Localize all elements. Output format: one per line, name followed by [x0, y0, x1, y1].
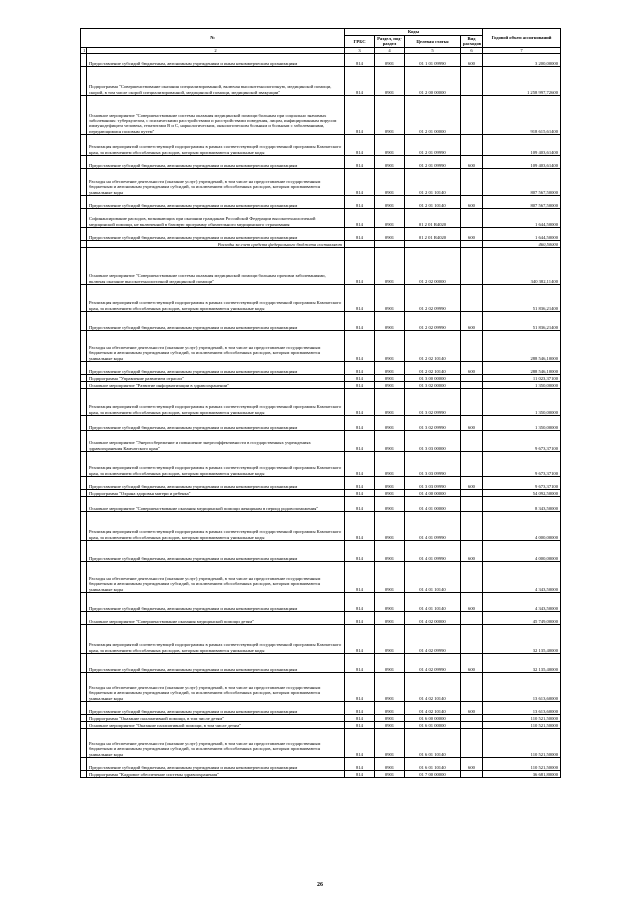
row-sum-cell: 32 135,40000	[483, 625, 561, 654]
row-cs-cell: 01 3 02 09990	[405, 389, 461, 416]
row-grbs-cell: 814	[345, 729, 375, 758]
row-name-cell: Основное мероприятие "Развитие информатизации в здравоохранении"	[87, 382, 345, 389]
row-vr-cell	[461, 715, 483, 722]
row-vr-cell	[461, 285, 483, 312]
row-name-cell: Предоставление субсидий бюджетным, автономным учреждениям и иным некоммерческим организациям	[87, 593, 345, 612]
row-vr-cell: 600	[461, 196, 483, 209]
row-cs-cell	[405, 241, 461, 248]
row-vr-cell	[461, 562, 483, 593]
row-sum-cell: 13 613,60000	[483, 702, 561, 715]
row-name-cell: Предоставление субсидий бюджетным, автономным учреждениям и иным некоммерческим организациям	[87, 196, 345, 209]
table-row	[81, 612, 561, 625]
row-razdel-cell: 0901	[375, 722, 405, 729]
index-cell: 2	[87, 47, 345, 53]
row-sum-cell: 51 836,21400	[483, 285, 561, 312]
row-name-cell: Предоставление субсидий бюджетным, автономным учреждениям и иным некоммерческим организациям	[87, 477, 345, 490]
row-razdel-cell: 0901	[375, 702, 405, 715]
table-row	[81, 285, 561, 312]
table-row	[81, 722, 561, 729]
row-grbs-cell: 814	[345, 593, 375, 612]
index-cell: 6	[461, 47, 483, 53]
row-name-cell: Предоставление субсидий бюджетным, автономным учреждениям и иным некоммерческим организациям	[87, 362, 345, 375]
row-vr-cell	[461, 248, 483, 285]
row-vr-cell	[461, 67, 483, 96]
row-cs-cell: 01 4 02 10140	[405, 702, 461, 715]
row-vr-cell	[461, 96, 483, 135]
header-codes: Коды	[345, 29, 483, 36]
row-grbs-cell: 814	[345, 758, 375, 771]
row-grbs-cell: 814	[345, 541, 375, 562]
row-vr-cell	[461, 729, 483, 758]
row-grbs-cell: 814	[345, 490, 375, 497]
row-cs-cell: 01 4 02 09990	[405, 625, 461, 654]
row-name-cell: Реализация мероприятий соответствующей подпрограммы в рамках соответствующей государственной программы Камчатского края, за исключением обособленных расходов, которым присваиваются уникальные коды	[87, 452, 345, 477]
row-name-cell: Предоставление субсидий бюджетным, автономным учреждениям и иным некоммерческим организациям	[87, 156, 345, 169]
row-name-cell: Расходы на обеспечение деятельности (оказание услуг) учреждений, в том числе на предоставление государственным бюджетным и автономным учреждениям субсидий, за исключением обособленных расходов, которым присваиваются уникальные коды	[87, 673, 345, 702]
row-razdel-cell: 0901	[375, 331, 405, 362]
table-row	[81, 673, 561, 702]
row-sum-cell: 8 343,50000	[483, 497, 561, 512]
row-sum-cell: 9 673,37100	[483, 431, 561, 452]
row-cs-cell: 01 2 02 10140	[405, 362, 461, 375]
table-row	[81, 477, 561, 490]
row-name-cell: Подпрограмма "Управление развитием отрасли"	[87, 375, 345, 382]
row-razdel-cell: 0901	[375, 512, 405, 541]
table-row	[81, 497, 561, 512]
index-cell: 4	[375, 47, 405, 53]
row-cs-cell: 01 2 01 R4020	[405, 209, 461, 228]
row-vr-cell	[461, 382, 483, 389]
row-sum-cell: 109 403,61400	[483, 135, 561, 156]
row-grbs-cell: 814	[345, 156, 375, 169]
table-row	[81, 362, 561, 375]
row-razdel-cell: 0901	[375, 431, 405, 452]
row-razdel-cell: 0901	[375, 593, 405, 612]
row-razdel-cell: 0901	[375, 382, 405, 389]
row-razdel-cell: 0901	[375, 285, 405, 312]
row-sum-cell: 3 200,00000	[483, 54, 561, 67]
row-cs-cell: 01 1 01 09990	[405, 54, 461, 67]
row-grbs-cell: 814	[345, 715, 375, 722]
row-grbs-cell: 814	[345, 196, 375, 209]
table-header	[81, 29, 561, 54]
row-vr-cell	[461, 241, 483, 248]
row-grbs-cell: 814	[345, 54, 375, 67]
row-name-cell: Реализация мероприятий соответствующей подпрограммы в рамках соответствующей государственной программы Камчатского края, за исключением обособленных расходов, которым присваиваются уникальные коды	[87, 625, 345, 654]
row-cs-cell: 01 3 03 09990	[405, 452, 461, 477]
row-razdel-cell: 0901	[375, 416, 405, 431]
row-cs-cell: 01 2 01 09990	[405, 156, 461, 169]
row-vr-cell: 600	[461, 228, 483, 241]
row-grbs-cell: 814	[345, 673, 375, 702]
row-grbs-cell: 814	[345, 431, 375, 452]
index-cell: 7	[483, 47, 561, 53]
row-sum-cell: 13 613,60000	[483, 673, 561, 702]
row-name-cell: Расходы за счет средств федерального бюджета составляют	[87, 241, 345, 248]
table-row	[81, 416, 561, 431]
table-row	[81, 625, 561, 654]
row-razdel-cell: 0901	[375, 389, 405, 416]
row-sum-cell: 1 350,00000	[483, 416, 561, 431]
row-vr-cell: 600	[461, 362, 483, 375]
row-vr-cell	[461, 331, 483, 362]
row-cs-cell: 01 2 02 09990	[405, 285, 461, 312]
row-name-cell: Основное мероприятие "Совершенствование оказания медицинской помощи женщинам в период родовспоможения"	[87, 497, 345, 512]
row-name-cell: Расходы на обеспечение деятельности (оказание услуг) учреждений, в том числе на предоставление государственным бюджетным и автономным учреждениям субсидий, за исключением обособленных расходов, которым присваиваются уникальные коды	[87, 169, 345, 196]
row-sum-cell: 11 023,37100	[483, 375, 561, 382]
table-row	[81, 562, 561, 593]
row-cs-cell: 01 4 02 00000	[405, 612, 461, 625]
row-cs-cell: 01 6 01 10140	[405, 729, 461, 758]
row-sum-cell: 110 521,50000	[483, 758, 561, 771]
row-vr-cell	[461, 490, 483, 497]
row-name-cell: Предоставление субсидий бюджетным, автономным учреждениям и иным некоммерческим организациям	[87, 654, 345, 673]
row-sum-cell: 32 135,40000	[483, 654, 561, 673]
row-vr-cell: 600	[461, 758, 483, 771]
row-razdel-cell: 0901	[375, 375, 405, 382]
row-razdel-cell: 0901	[375, 625, 405, 654]
table-row	[81, 228, 561, 241]
row-cs-cell: 01 2 00 00000	[405, 67, 461, 96]
table-row	[81, 156, 561, 169]
row-cs-cell: 01 4 02 10140	[405, 673, 461, 702]
table-row	[81, 729, 561, 758]
row-name-cell: Подпрограмма "Охрана здоровья матери и ребенка"	[87, 490, 345, 497]
table-row	[81, 512, 561, 541]
table-row	[81, 758, 561, 771]
row-name-cell: Предоставление субсидий бюджетным, автономным учреждениям и иным некоммерческим организациям	[87, 702, 345, 715]
row-sum-cell: 54 092,50000	[483, 490, 561, 497]
row-name-cell: Предоставление субсидий бюджетным, автономным учреждениям и иным некоммерческим организациям	[87, 228, 345, 241]
row-cs-cell: 01 6 00 00000	[405, 715, 461, 722]
table-row	[81, 593, 561, 612]
table-row	[81, 209, 561, 228]
row-vr-cell	[461, 612, 483, 625]
row-razdel-cell: 0901	[375, 541, 405, 562]
table-row	[81, 654, 561, 673]
row-cs-cell: 01 4 01 10140	[405, 562, 461, 593]
row-cs-cell: 01 4 01 09990	[405, 541, 461, 562]
row-sum-cell: 4 000,00000	[483, 541, 561, 562]
row-razdel-cell: 0901	[375, 228, 405, 241]
row-sum-cell: 460,50000	[483, 241, 561, 248]
row-vr-cell	[461, 673, 483, 702]
table-row	[81, 196, 561, 209]
row-grbs-cell: 814	[345, 452, 375, 477]
row-cs-cell: 01 2 02 10140	[405, 331, 461, 362]
row-grbs-cell: 814	[345, 362, 375, 375]
table-row	[81, 169, 561, 196]
table-row	[81, 490, 561, 497]
row-razdel-cell: 0901	[375, 96, 405, 135]
table-row	[81, 331, 561, 362]
row-sum-cell: 340 382,11400	[483, 248, 561, 285]
table-row	[81, 541, 561, 562]
row-vr-cell	[461, 771, 483, 778]
row-razdel-cell: 0901	[375, 497, 405, 512]
row-name-cell: Основное мероприятие "Совершенствование системы оказания медицинской помощи больным прочими заболеваниями, включая оказание высокотехнологичной медицинской помощи"	[87, 248, 345, 285]
index-cell: 1	[81, 47, 87, 53]
row-grbs-cell: 814	[345, 702, 375, 715]
row-vr-cell: 600	[461, 593, 483, 612]
row-cs-cell: 01 3 03 00000	[405, 431, 461, 452]
row-vr-cell	[461, 722, 483, 729]
row-sum-cell: 1 350,00000	[483, 389, 561, 416]
row-vr-cell	[461, 169, 483, 196]
row-name-cell: Подпрограмма "Оказание паллиативной помощи, в том числе детям"	[87, 715, 345, 722]
row-name-cell: Основное мероприятие "Энергосбережение и повышение энергоэффективности в государственных учреждениях здравоохранения Камчатского края"	[87, 431, 345, 452]
row-cs-cell: 01 2 01 R4020	[405, 228, 461, 241]
row-grbs-cell: 814	[345, 285, 375, 312]
row-sum-cell: 288 546,10000	[483, 331, 561, 362]
row-sum-cell: 110 521,50000	[483, 722, 561, 729]
row-name-cell: Реализация мероприятий соответствующей подпрограммы в рамках соответствующей государственной программы Камчатского края, за исключением обособленных расходов, которым присваиваются уникальные коды	[87, 135, 345, 156]
row-sum-cell: 807 567,50000	[483, 169, 561, 196]
row-grbs-cell: 814	[345, 248, 375, 285]
row-grbs-cell: 814	[345, 169, 375, 196]
row-cs-cell: 01 2 01 00000	[405, 96, 461, 135]
row-vr-cell: 600	[461, 702, 483, 715]
row-name-cell: Расходы на обеспечение деятельности (оказание услуг) учреждений, в том числе на предоставление государственным бюджетным и автономным учреждениям субсидий, за исключением обособленных расходов, которым присваиваются уникальные коды	[87, 331, 345, 362]
row-razdel-cell: 0901	[375, 54, 405, 67]
row-grbs-cell: 814	[345, 654, 375, 673]
row-razdel-cell: 0901	[375, 673, 405, 702]
row-grbs-cell: 814	[345, 135, 375, 156]
row-name-cell: Предоставление субсидий бюджетным, автономным учреждениям и иным некоммерческим организациям	[87, 312, 345, 331]
row-sum-cell: 45 749,00000	[483, 612, 561, 625]
row-vr-cell: 600	[461, 312, 483, 331]
row-razdel-cell: 0901	[375, 169, 405, 196]
row-vr-cell	[461, 512, 483, 541]
row-name-cell: Реализация мероприятий соответствующей подпрограммы в рамках соответствующей государственной программы Камчатского края, за исключением обособленных расходов, которым присваиваются уникальные коды	[87, 389, 345, 416]
row-sum-cell: 4 343,50000	[483, 562, 561, 593]
table-row	[81, 382, 561, 389]
row-grbs-cell: 814	[345, 67, 375, 96]
row-vr-cell: 600	[461, 156, 483, 169]
row-grbs-cell: 814	[345, 416, 375, 431]
row-sum-cell: 918 615,61400	[483, 96, 561, 135]
row-name-cell: Предоставление субсидий бюджетным, автономным учреждениям и иным некоммерческим организациям	[87, 54, 345, 67]
row-name-cell: Предоставление субсидий бюджетным, автономным учреждениям и иным некоммерческим организациям	[87, 758, 345, 771]
row-sum-cell: 9 673,37100	[483, 477, 561, 490]
row-grbs-cell: 814	[345, 771, 375, 778]
row-grbs-cell: 814	[345, 228, 375, 241]
row-razdel-cell: 0901	[375, 209, 405, 228]
row-grbs-cell: 814	[345, 625, 375, 654]
row-cs-cell: 01 2 02 00000	[405, 248, 461, 285]
row-vr-cell: 600	[461, 477, 483, 490]
header-cs: Целевая статья	[405, 36, 461, 48]
row-grbs-cell: 814	[345, 497, 375, 512]
row-cs-cell: 01 4 01 00000	[405, 497, 461, 512]
row-vr-cell	[461, 389, 483, 416]
row-grbs-cell: 814	[345, 722, 375, 729]
row-sum-cell: 36 681,80000	[483, 771, 561, 778]
row-sum-cell: 110 521,50000	[483, 729, 561, 758]
row-name-cell: Подпрограмма "Совершенствование оказания специализированной, включая высокотехнологичную, медицинской помощи, скорой, в том числе скорой специализированной, медицинской помощи, медицинской эвакуации"	[87, 67, 345, 96]
row-cs-cell: 01 4 00 00000	[405, 490, 461, 497]
row-razdel-cell: 0901	[375, 135, 405, 156]
header-sum: Годовой объем ассигнований	[483, 29, 561, 48]
table-row	[81, 241, 561, 248]
table-row	[81, 702, 561, 715]
row-sum-cell: 1 644,50000	[483, 209, 561, 228]
table-row	[81, 54, 561, 67]
row-grbs-cell: 814	[345, 512, 375, 541]
row-razdel-cell: 0901	[375, 758, 405, 771]
table-row	[81, 452, 561, 477]
row-razdel-cell: 0901	[375, 156, 405, 169]
row-vr-cell	[461, 209, 483, 228]
row-grbs-cell: 814	[345, 382, 375, 389]
row-razdel-cell: 0901	[375, 312, 405, 331]
row-sum-cell: 110 521,50000	[483, 715, 561, 722]
header-grbs: ГРБС	[345, 36, 375, 48]
row-vr-cell: 600	[461, 54, 483, 67]
header-razdel: Раздел, под-раздел	[375, 36, 405, 48]
row-sum-cell: 288 546,10000	[483, 362, 561, 375]
row-name-cell: Основное мероприятие "Совершенствование системы оказания медицинской помощи больным при социально значимых заболеваниях: туберкулезом, с психическими расстройствами и расстройствами поведения, лицам, инфицированным вирусом иммунодефицита человека, гепатитами В и С, наркологическим, онкологическим больным и больным с заболеваниями, передающимися половым путем"	[87, 96, 345, 135]
row-grbs-cell: 814	[345, 209, 375, 228]
row-sum-cell: 4 000,00000	[483, 512, 561, 541]
row-vr-cell	[461, 135, 483, 156]
row-grbs-cell: 814	[345, 562, 375, 593]
row-cs-cell: 01 7 00 00000	[405, 771, 461, 778]
row-grbs-cell: 814	[345, 612, 375, 625]
table-row	[81, 389, 561, 416]
row-name-cell: Расходы на обеспечение деятельности (оказание услуг) учреждений, в том числе на предоставление государственным бюджетным и автономным учреждениям субсидий, за исключением обособленных расходов, которым присваиваются уникальные коды	[87, 562, 345, 593]
row-grbs-cell	[345, 241, 375, 248]
row-sum-cell: 1 350,00000	[483, 382, 561, 389]
row-cs-cell: 01 2 01 09990	[405, 135, 461, 156]
row-razdel-cell: 0901	[375, 654, 405, 673]
table-row	[81, 135, 561, 156]
row-grbs-cell: 814	[345, 312, 375, 331]
row-razdel-cell: 0901	[375, 490, 405, 497]
row-sum-cell: 9 673,37100	[483, 452, 561, 477]
row-razdel-cell: 0901	[375, 67, 405, 96]
row-cs-cell: 01 2 01 10140	[405, 169, 461, 196]
row-razdel-cell: 0901	[375, 477, 405, 490]
table-body	[81, 54, 561, 778]
index-cell: 5	[405, 47, 461, 53]
header-vr: Вид расходов	[461, 36, 483, 48]
row-razdel-cell: 0901	[375, 248, 405, 285]
row-cs-cell: 01 3 00 00000	[405, 375, 461, 382]
row-cs-cell: 01 2 02 09990	[405, 312, 461, 331]
row-razdel-cell: 0901	[375, 729, 405, 758]
budget-table	[80, 28, 561, 778]
row-name-cell: Предоставление субсидий бюджетным, автономным учреждениям и иным некоммерческим организациям	[87, 541, 345, 562]
table-row	[81, 312, 561, 331]
table-row	[81, 771, 561, 778]
row-cs-cell: 01 4 01 09990	[405, 512, 461, 541]
row-cs-cell: 01 3 02 09990	[405, 416, 461, 431]
row-vr-cell	[461, 375, 483, 382]
table-row	[81, 431, 561, 452]
row-cs-cell: 01 6 01 10140	[405, 758, 461, 771]
row-grbs-cell: 814	[345, 331, 375, 362]
row-cs-cell: 01 3 02 00000	[405, 382, 461, 389]
row-sum-cell: 1 258 997,72600	[483, 67, 561, 96]
row-razdel-cell: 0901	[375, 771, 405, 778]
row-cs-cell: 01 4 02 09990	[405, 654, 461, 673]
row-razdel-cell: 0901	[375, 562, 405, 593]
row-vr-cell	[461, 497, 483, 512]
row-name-cell: Предоставление субсидий бюджетным, автономным учреждениям и иным некоммерческим организациям	[87, 416, 345, 431]
row-razdel-cell: 0901	[375, 612, 405, 625]
row-vr-cell: 600	[461, 654, 483, 673]
row-vr-cell: 600	[461, 541, 483, 562]
row-cs-cell: 01 4 01 10140	[405, 593, 461, 612]
table-row	[81, 375, 561, 382]
row-sum-cell: 109 403,61400	[483, 156, 561, 169]
row-sum-cell: 4 343,50000	[483, 593, 561, 612]
table-row	[81, 248, 561, 285]
row-name-cell: Расходы на обеспечение деятельности (оказание услуг) учреждений, в том числе на предоставление государственным бюджетным и автономным учреждениям субсидий, за исключением обособленных расходов, которым присваиваются уникальные коды	[87, 729, 345, 758]
row-grbs-cell: 814	[345, 375, 375, 382]
header-num: №	[81, 29, 345, 48]
row-vr-cell: 600	[461, 416, 483, 431]
row-name-cell: Основное мероприятие "Оказание паллиативной помощи, в том числе детям"	[87, 722, 345, 729]
row-sum-cell: 807 567,50000	[483, 196, 561, 209]
index-cell: 3	[345, 47, 375, 53]
row-cs-cell: 01 6 01 00000	[405, 722, 461, 729]
row-razdel-cell: 0901	[375, 452, 405, 477]
row-grbs-cell: 814	[345, 389, 375, 416]
table-row	[81, 67, 561, 96]
page-number: 26	[317, 882, 323, 888]
row-vr-cell	[461, 452, 483, 477]
row-vr-cell	[461, 431, 483, 452]
row-name-cell: Основное мероприятие "Совершенствование оказания медицинской помощи детям"	[87, 612, 345, 625]
table-row	[81, 96, 561, 135]
row-cs-cell: 01 3 03 09990	[405, 477, 461, 490]
row-name-cell: Подпрограмма "Кадровое обеспечение системы здравоохранения"	[87, 771, 345, 778]
row-sum-cell: 51 836,21400	[483, 312, 561, 331]
row-razdel-cell: 0901	[375, 362, 405, 375]
table-row	[81, 715, 561, 722]
row-vr-cell	[461, 625, 483, 654]
row-razdel-cell: 0901	[375, 196, 405, 209]
row-sum-cell: 1 644,50000	[483, 228, 561, 241]
row-grbs-cell: 814	[345, 96, 375, 135]
row-name-cell: Реализация мероприятий соответствующей подпрограммы в рамках соответствующей государственной программы Камчатского края, за исключением обособленных расходов, которым присваиваются уникальные коды	[87, 285, 345, 312]
row-grbs-cell: 814	[345, 477, 375, 490]
row-name-cell: Реализация мероприятий соответствующей подпрограммы в рамках соответствующей государственной программы Камчатского края, за исключением обособленных расходов, которым присваиваются уникальные коды	[87, 512, 345, 541]
row-name-cell: Софинансирование расходов, возникающих при оказании гражданам Российской Федерации высокотехнологичной медицинской помощи, не включенной в базовую программу обязательного медицинского страхования	[87, 209, 345, 228]
row-razdel-cell: 0901	[375, 715, 405, 722]
row-razdel-cell	[375, 241, 405, 248]
row-cs-cell: 01 2 01 10140	[405, 196, 461, 209]
